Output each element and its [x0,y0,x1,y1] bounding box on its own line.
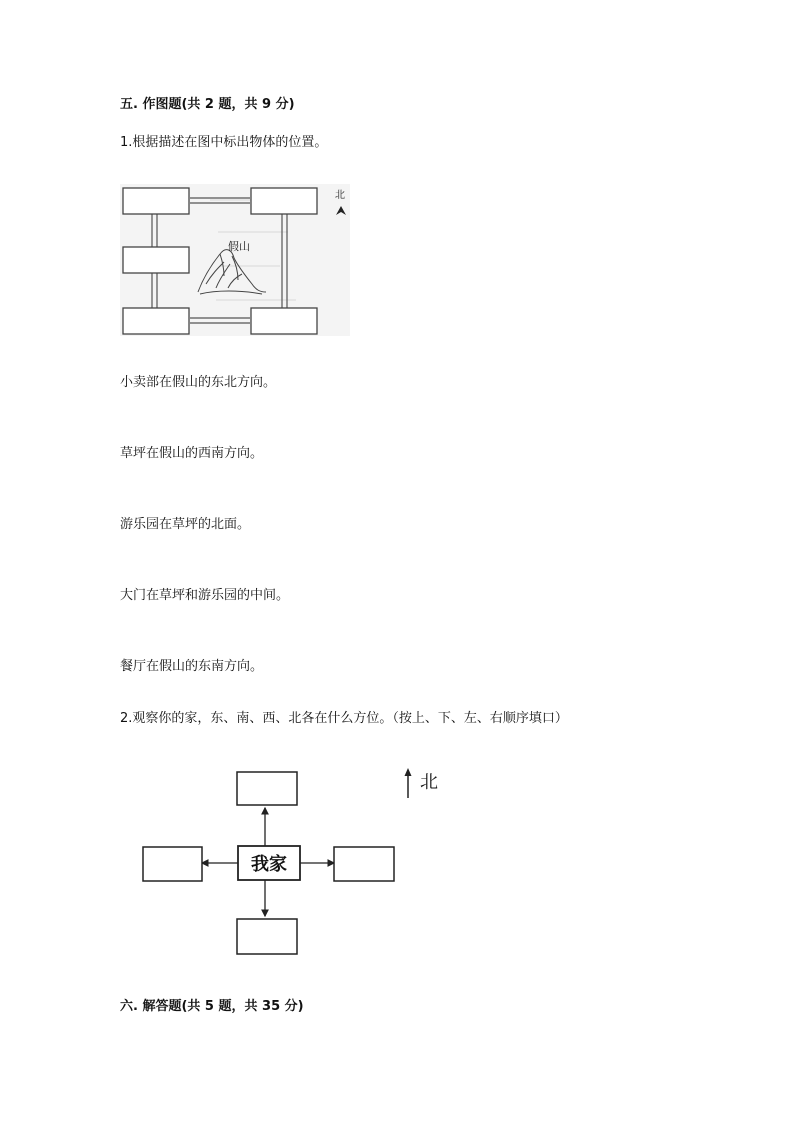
question-2-prompt: 2.观察你的家，东、南、西、北各在什么方位。（按上、下、左、右顺序填口） [120,711,568,726]
home-center-label: 我家 [251,854,287,875]
park-map-figure [120,184,350,336]
rockery-label: 假山 [228,240,250,253]
section-6-heading: 六. 解答题(共 5 题，共 35 分) [120,999,304,1014]
park-map-svg [120,184,350,336]
north-arrow-icon [405,768,412,776]
diagram-north-label: 北 [420,772,438,793]
statement-4: 大门在草坪和游乐园的中间。 [120,588,290,603]
statement-5: 餐厅在假山的东南方向。 [120,659,264,674]
answer-box-bottom[interactable] [237,919,297,954]
statement-1: 小卖部在假山的东北方向。 [120,375,277,390]
statement-2: 草坪在假山的西南方向。 [120,446,264,461]
map-box-middle-left[interactable] [123,247,189,273]
statement-3: 游乐园在草坪的北面。 [120,517,251,532]
map-north-label: 北 [335,190,345,201]
answer-box-right[interactable] [334,847,394,881]
map-box-bottom-right[interactable] [251,308,317,334]
map-box-top-right[interactable] [251,188,317,214]
section-5-heading: 五. 作图题(共 2 题，共 9 分) [120,97,295,112]
home-direction-diagram [140,764,450,960]
map-box-top-left[interactable] [123,188,189,214]
direction-diagram-svg [140,764,450,960]
question-1-prompt: 1.根据描述在图中标出物体的位置。 [120,135,328,150]
answer-box-top[interactable] [237,772,297,805]
answer-box-left[interactable] [143,847,202,881]
map-box-bottom-left[interactable] [123,308,189,334]
